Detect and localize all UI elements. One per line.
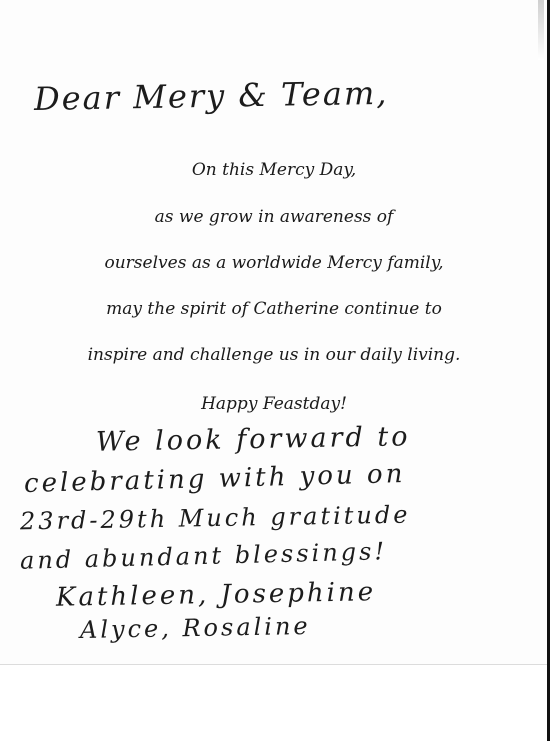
card-bottom-edge bbox=[0, 664, 548, 665]
message-line-3: ourselves as a worldwide Mercy family, bbox=[104, 253, 444, 273]
note-line-4: and abundant blessings! bbox=[19, 537, 388, 575]
message-line-1: On this Mercy Day, bbox=[191, 160, 357, 180]
note-line-6: Alyce, Rosaline bbox=[79, 611, 311, 645]
message-line-4: may the spirit of Catherine continue to bbox=[106, 299, 442, 319]
message-line-5: inspire and challenge us in our daily living. bbox=[87, 345, 461, 365]
message-line-2: as we grow in awareness of bbox=[154, 207, 394, 227]
message-closing: Happy Feastday! bbox=[201, 394, 347, 414]
scan-shadow bbox=[538, 0, 544, 60]
note-line-3: 23rd-29th Much gratitude bbox=[19, 500, 411, 536]
note-line-2: celebrating with you on bbox=[23, 459, 406, 499]
handwritten-salutation: Dear Mery & Team, bbox=[33, 73, 389, 118]
note-line-5: Kathleen, Josephine bbox=[55, 577, 377, 613]
note-line-1: We look forward to bbox=[95, 421, 411, 458]
